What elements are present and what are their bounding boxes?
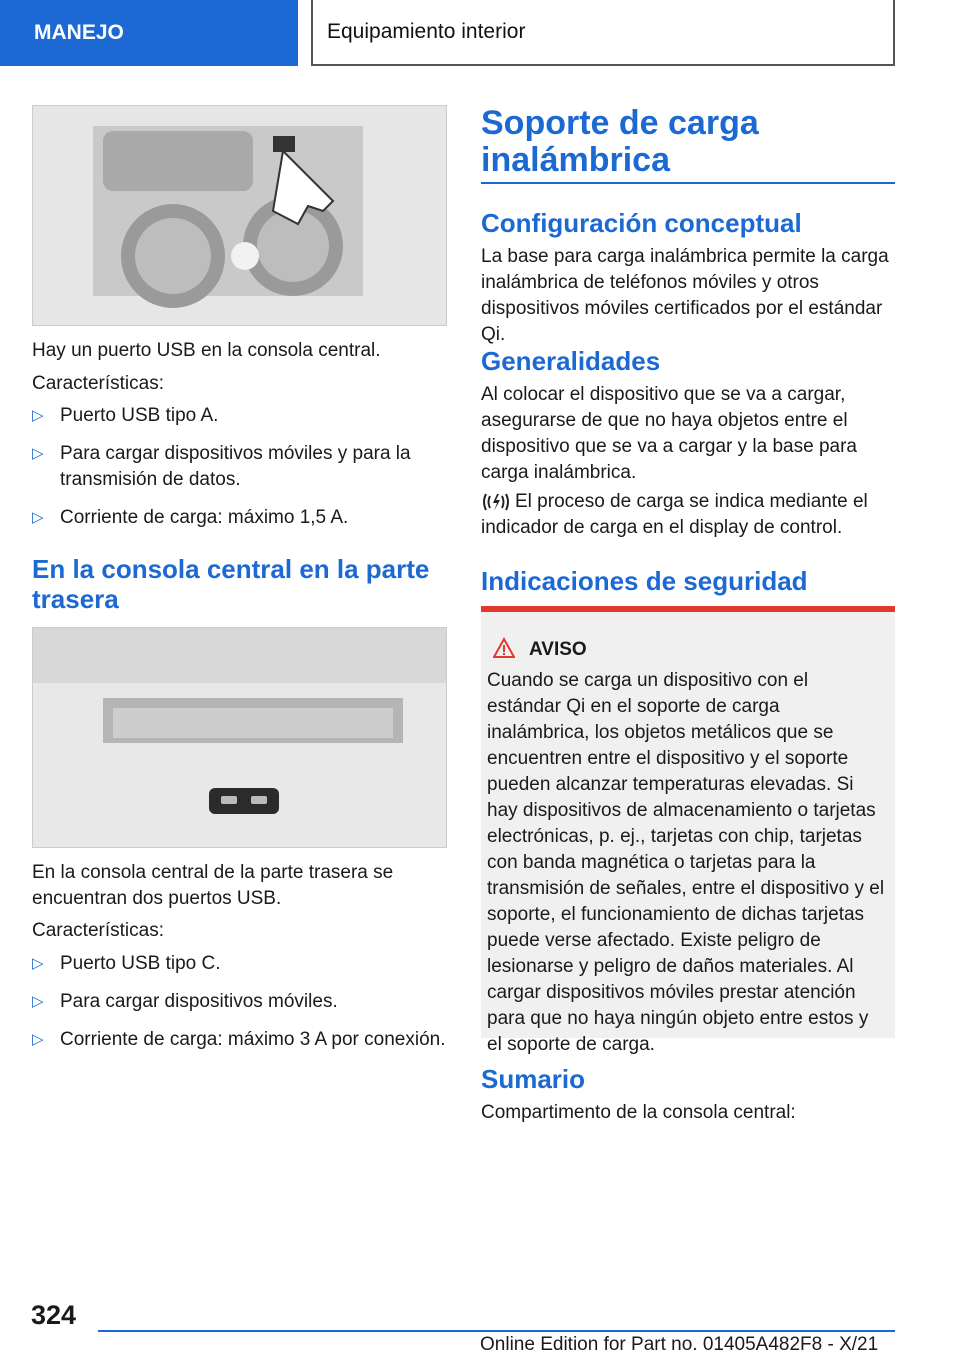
front-features-label: Características: [32, 373, 164, 394]
safety-heading: Indicaciones de seguridad [481, 566, 808, 596]
chapter-tab [311, 0, 895, 66]
chapter-label: Equipamiento interior [327, 20, 526, 43]
warning-box [481, 606, 895, 1055]
rear-features-list [32, 951, 452, 1065]
title-divider [481, 182, 895, 184]
general-text: Al colocar el dispositivo que se va a cargar, asegurarse de que no haya objetos entre el dispositivo que se va a cargar y la base para carga inalámbrica. [481, 384, 857, 483]
front-features-list [32, 403, 452, 543]
triangle-bullet-icon: ▷ [32, 1031, 44, 1048]
rear-console-usb-image [32, 627, 447, 848]
list-item: ▷ Para cargar dispositivos móviles y para la transmisión de datos. [32, 443, 411, 490]
triangle-bullet-icon: ▷ [32, 445, 44, 462]
section-tab [0, 0, 298, 66]
list-item: ▷ Puerto USB tipo C. [32, 951, 452, 977]
front-usb-intro: Hay un puerto USB en la consola central. [32, 340, 381, 361]
rear-usb-intro: En la consola central de la parte trasera se encuentran dos puertos USB. [32, 862, 394, 909]
warning-text: Cuando se carga un dispositivo con el estándar Qi en el soporte de carga inalámbrica, los objetos metálicos que se encuentren entre el dispositivo y el soporte pueden alcanzar temperaturas elevadas. Si hay dispositivos de almacenamiento o tarjetas electrónicas, p. ej., tarjetas con chip, tarjetas con banda magnética o tarjetas para la transmisión de señales, entre el dispositivo y el soporte, el funcionamiento de dichas tarjetas puede verse afectado. Existe peligro de lesionarse y peligro de daños materiales. Al cargar dispositivos móviles prestar atención para que no haya ningún objeto entre estos y el soporte de carga. [487, 670, 885, 1055]
triangle-bullet-icon: ▷ [32, 955, 44, 972]
list-item: ▷ Puerto USB tipo A. [32, 403, 452, 429]
front-console-usb-image [32, 105, 447, 326]
triangle-bullet-icon: ▷ [32, 993, 44, 1010]
indicator-text: El proceso de carga se indica mediante el indicador de carga en el display de control. [481, 491, 868, 538]
list-item: ▷ Corriente de carga: máximo 3 A por conexión. [32, 1027, 452, 1053]
list-item: ▷ Para cargar dispositivos móviles. [32, 989, 452, 1015]
warning-title: AVISO [529, 639, 587, 660]
summary-heading: Sumario [481, 1064, 586, 1094]
list-item: ▷ Corriente de carga: máximo 1,5 A. [32, 505, 452, 531]
general-heading: Generalidades [481, 346, 661, 376]
footer-divider [98, 1330, 895, 1332]
page-number: 324 [31, 1300, 77, 1330]
concept-heading: Configuración conceptual [481, 208, 802, 238]
rear-console-heading: En la consola central en la parte trasera [32, 554, 430, 614]
edition-note: Online Edition for Part no. 01405A482F8 - X/21 [480, 1334, 879, 1355]
triangle-bullet-icon: ▷ [32, 509, 44, 526]
summary-text: Compartimento de la consola central: [481, 1102, 796, 1123]
warning-triangle-icon [493, 637, 515, 659]
rear-features-label: Características: [32, 920, 164, 941]
triangle-bullet-icon: ▷ [32, 407, 44, 424]
section-label: MANEJO [34, 21, 124, 44]
page-title: Soporte de carga inalámbrica [481, 104, 759, 179]
concept-text: La base para carga inalámbrica permite la carga inalámbrica de teléfonos móviles y otros dispositivos móviles certificados por el estándar Qi. [481, 246, 889, 345]
